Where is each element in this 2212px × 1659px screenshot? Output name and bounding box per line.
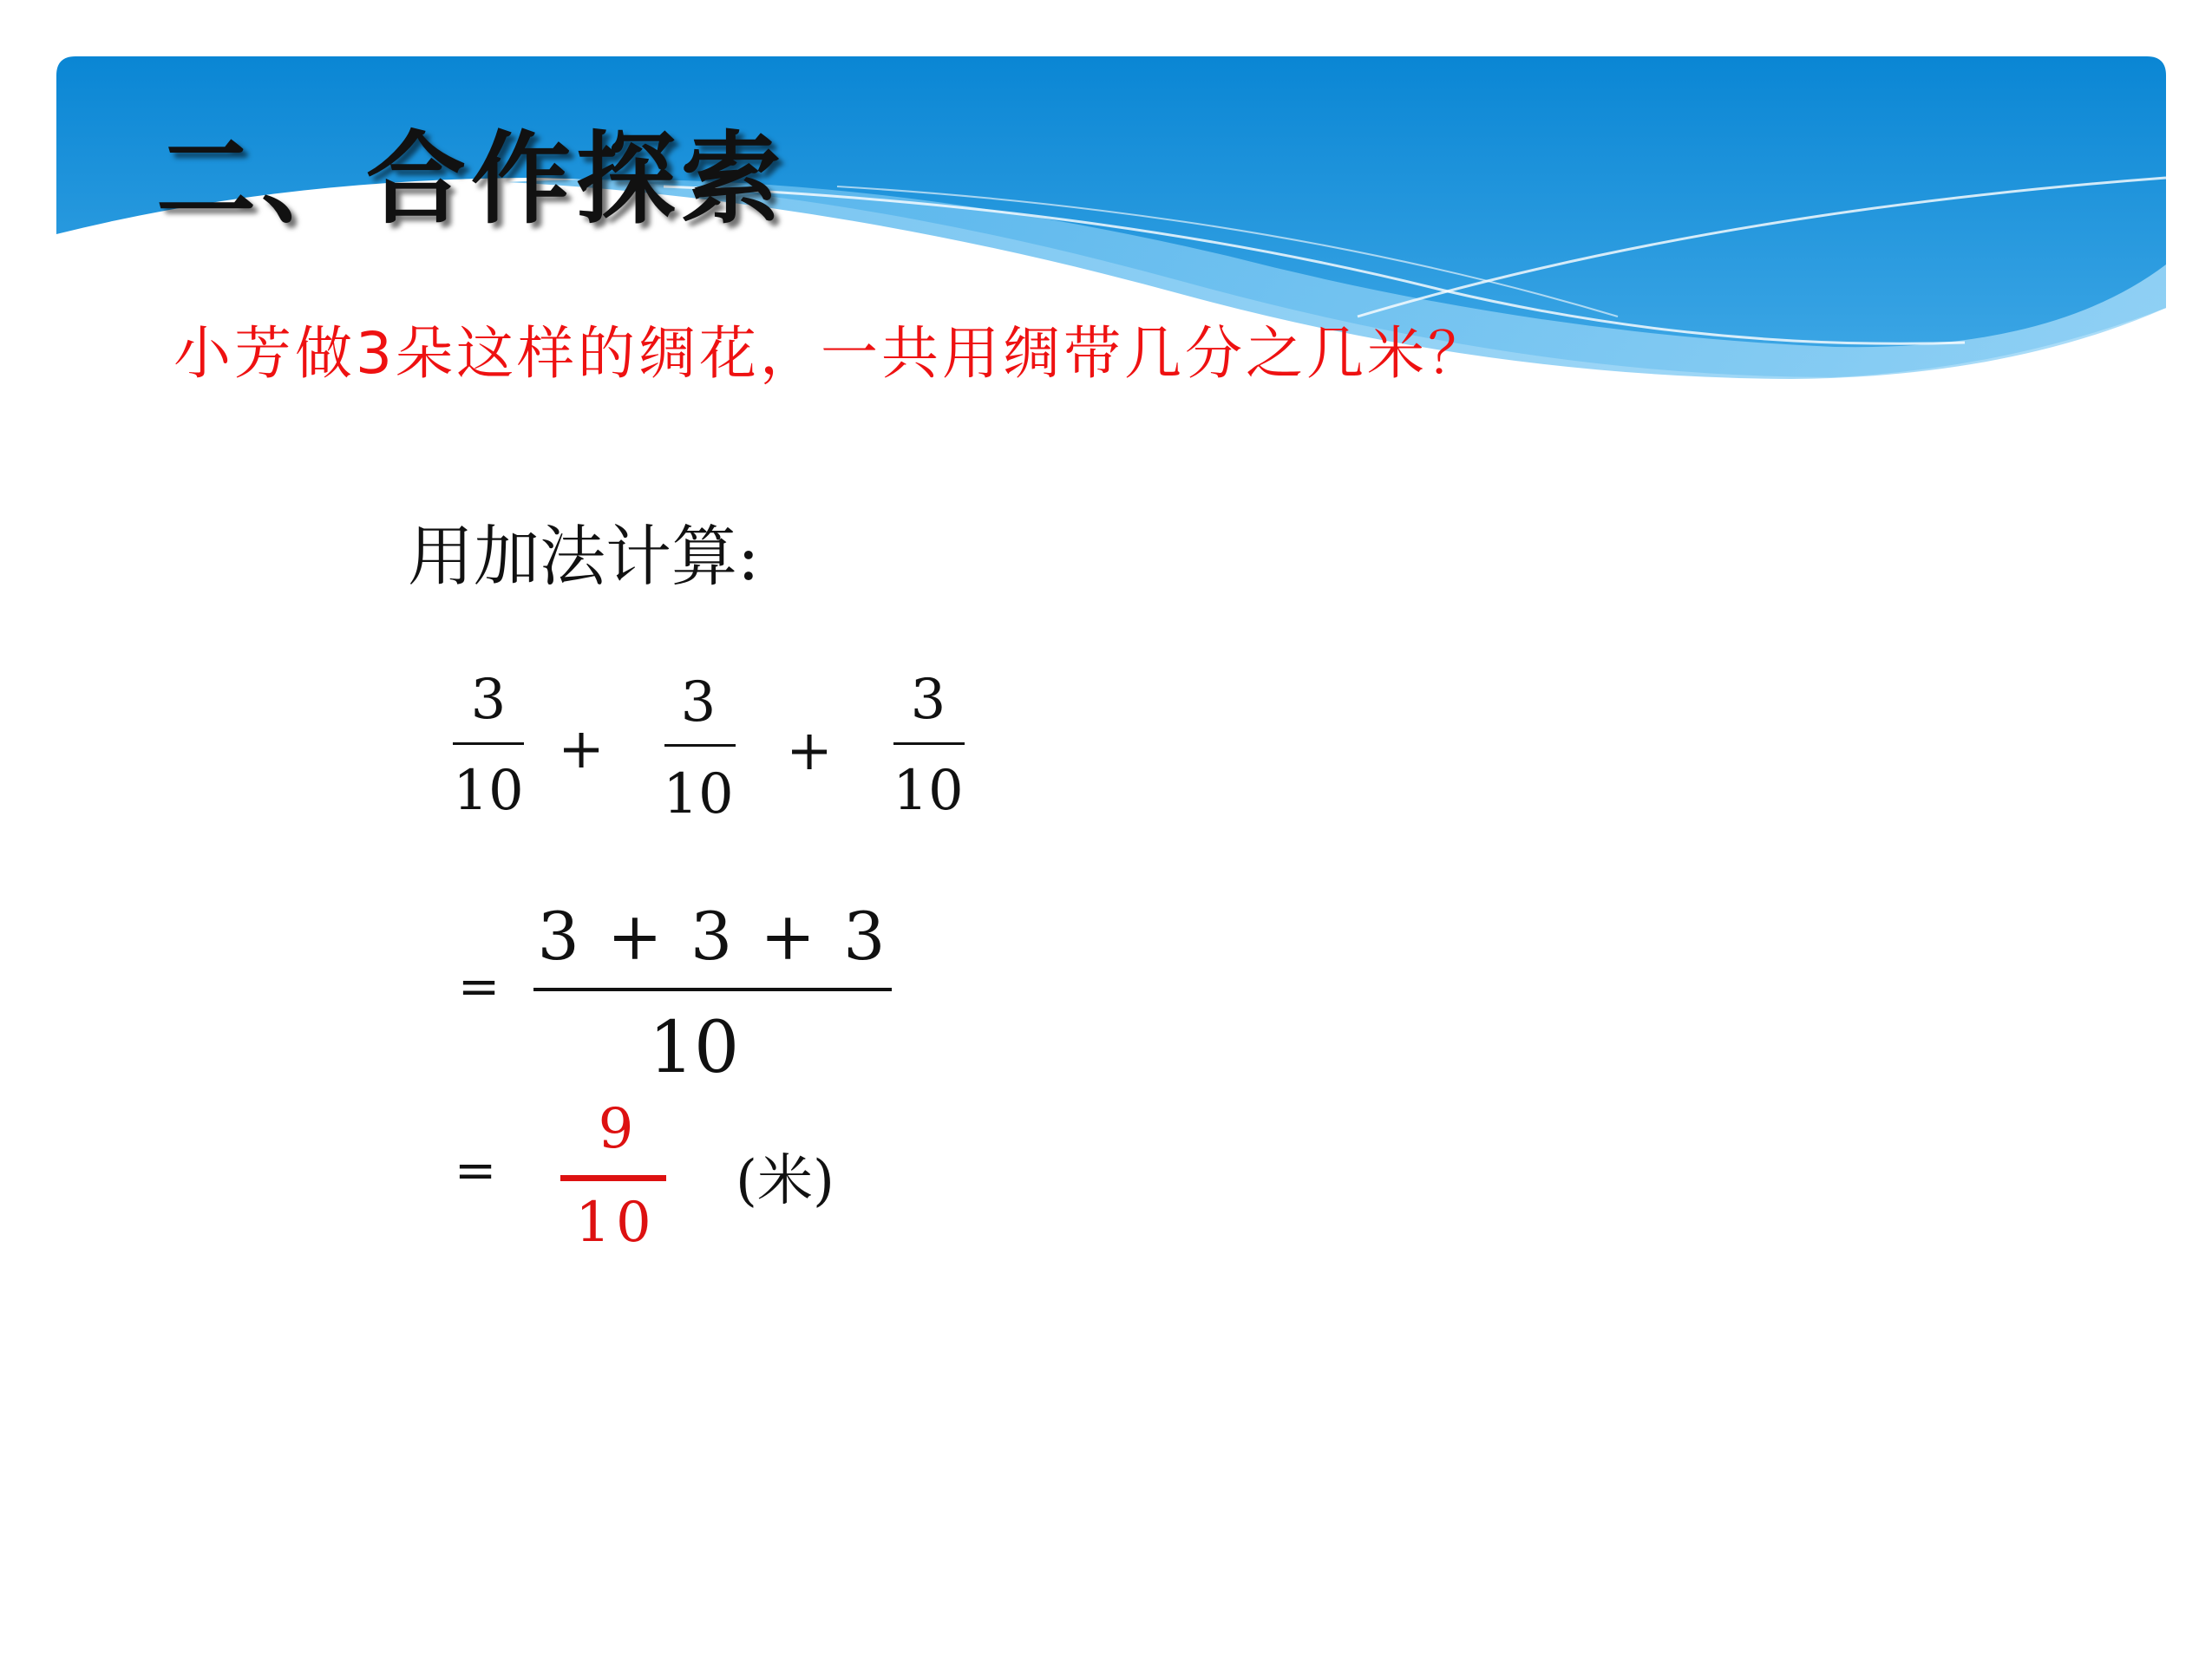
unit-label: (米) bbox=[736, 1149, 834, 1213]
equals-sign-2: = bbox=[454, 1140, 497, 1199]
result-fraction-bar bbox=[560, 1175, 666, 1181]
combined-numerator: 3 + 3 + 3 bbox=[537, 898, 886, 975]
fraction-3-denominator: 10 bbox=[893, 759, 964, 823]
result-denominator: 10 bbox=[575, 1191, 657, 1255]
fraction-2-bar bbox=[664, 744, 736, 747]
fraction-3-numerator: 3 bbox=[910, 668, 946, 732]
fraction-3-bar bbox=[893, 742, 965, 745]
question-text: 小芳做3朵这样的绸花，一共用绸带几分之几米？ bbox=[173, 320, 1489, 387]
plus-sign-2: + bbox=[786, 719, 833, 783]
slide-title: 二、合作探索 bbox=[156, 121, 787, 238]
fraction-1-denominator: 10 bbox=[453, 759, 524, 823]
combined-fraction-bar bbox=[533, 988, 892, 991]
fraction-2-denominator: 10 bbox=[663, 762, 734, 826]
combined-denominator: 10 bbox=[648, 1007, 740, 1089]
fraction-1-bar bbox=[453, 742, 524, 745]
equals-sign-1: = bbox=[457, 957, 501, 1016]
method-label: 用加法计算: bbox=[408, 518, 760, 595]
plus-sign-1: + bbox=[558, 717, 605, 781]
fraction-1-numerator: 3 bbox=[470, 668, 507, 732]
result-numerator: 9 bbox=[598, 1097, 634, 1161]
fraction-2-numerator: 3 bbox=[680, 670, 717, 735]
